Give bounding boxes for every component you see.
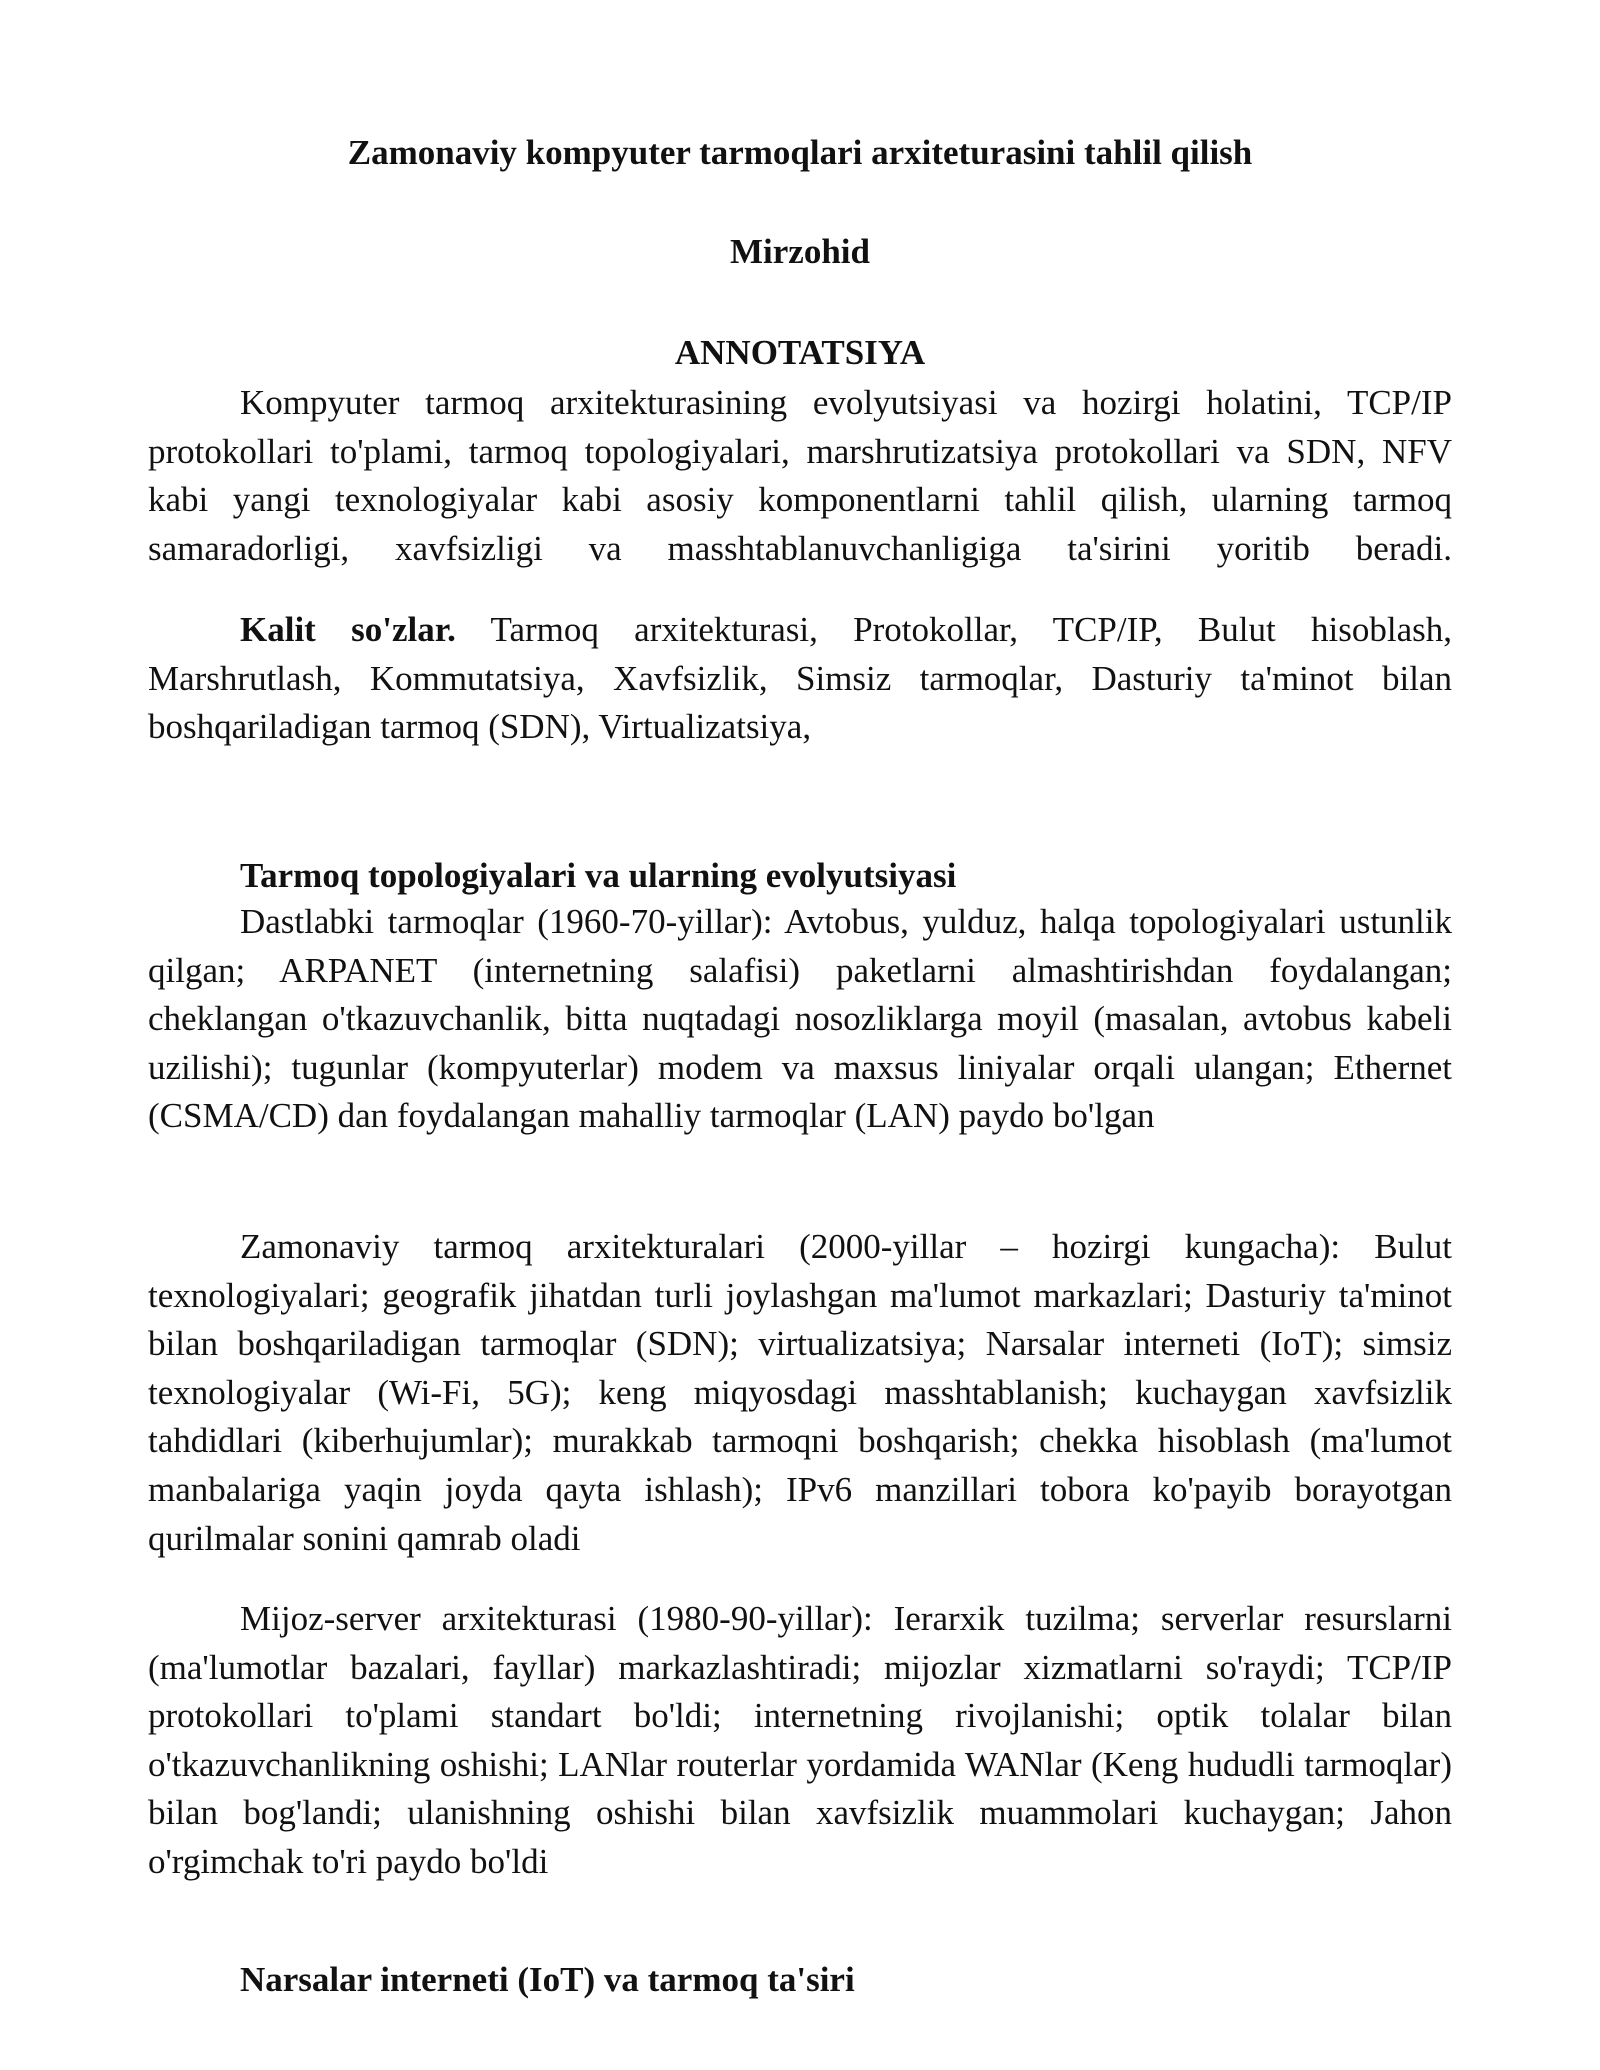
document-title: Zamonaviy kompyuter tarmoqlari arxiteturasini tahlil qilish [347,133,1253,172]
paragraph-client-server: Mijoz-server arxitekturasi (1980-90-yillar): Ierarxik tuzilma; serverlar resurslarni (ma'lumotlar bazalari, fayllar) markazlashtiradi; mijozlar xizmatlarni so'raydi; TCP/IP protokollari to'plami standart bo'ldi; internetning rivojlanishi; optik tolalar bilan o'tkazuvchanlikning oshishi; LANlar routerlar yordamida WANlar (Keng hududli tarmoqlar) bilan bog'landi; ulanishning oshishi bilan xavfsizlik muammolari kuchaygan; Jahon o'rgimchak to'ri paydo bo'ldi [148,1599,1452,1881]
section-heading-topologies: Tarmoq topologiyalari va ularning evolyutsiyasi [240,856,957,895]
keywords-label: Kalit so'zlar. [240,610,456,649]
paragraph-modern-architectures: Zamonaviy tarmoq arxitekturalari (2000-yillar – hozirgi kungacha): Bulut texnologiyalari; geografik jihatdan turli joylashgan ma'lumot markazlari; Dasturiy ta'minot bilan boshqariladigan tarmoqlar (SDN); virtualizatsiya; Narsalar interneti (IoT); simsiz texnologiyalar (Wi-Fi, 5G); keng miqyosdagi masshtablanish; kuchaygan xavfsizlik tahdidlari (kiberhujumlar); murakkab tarmoqni boshqarish; chekka hisoblash (ma'lumot manbalariga yaqin joyda qayta ishlash); IPv6 manzillari tobora ko'payib borayotgan qurilmalar sonini qamrab oladi [148,1227,1452,1558]
abstract-paragraph: Kompyuter tarmoq arxitekturasining evolyutsiyasi va hozirgi holatini, TCP/IP protokollari to'plami, tarmoq topologiyalari, marshrutizatsiya protokollari va SDN, NFV kabi yangi texnologiyalar kabi asosiy komponentlarni tahlil qilish, ularning tarmoq samaradorligi, xavfsizligi va masshtablanuvchanligiga ta'sirini yoritib beradi. [148,383,1452,568]
keywords-paragraph [148,606,1452,752]
keywords-text: Tarmoq arxitekturasi, Protokollar, TCP/IP, Bulut hisoblash, Marshrutlash, Kommutatsiya, Xavfsizlik, Simsiz tarmoqlar, Dasturiy ta'minot bilan boshqariladigan tarmoq (SDN), Virtualizatsiya, [148,610,1452,747]
section-heading-iot: Narsalar interneti (IoT) va tarmoq ta'siri [240,1960,855,1999]
paragraph-early-networks: Dastlabki tarmoqlar (1960-70-yillar): Avtobus, yulduz, halqa topologiyalari ustunlik qilgan; ARPANET (internetning salafisi) paketlarni almashtirishdan foydalangan; cheklangan o'tkazuvchanlik, bitta nuqtadagi nosozliklarga moyil (masalan, avtobus kabeli uzilishi); tugunlar (kompyuterlar) modem va maxsus liniyalar orqali ulangan; Ethernet (CSMA/CD) dan foydalangan mahalliy tarmoqlar (LAN) paydo bo'lgan [148,902,1452,1136]
document-author: Mirzohid [730,232,870,271]
abstract-heading: ANNOTATSIYA [674,333,926,372]
